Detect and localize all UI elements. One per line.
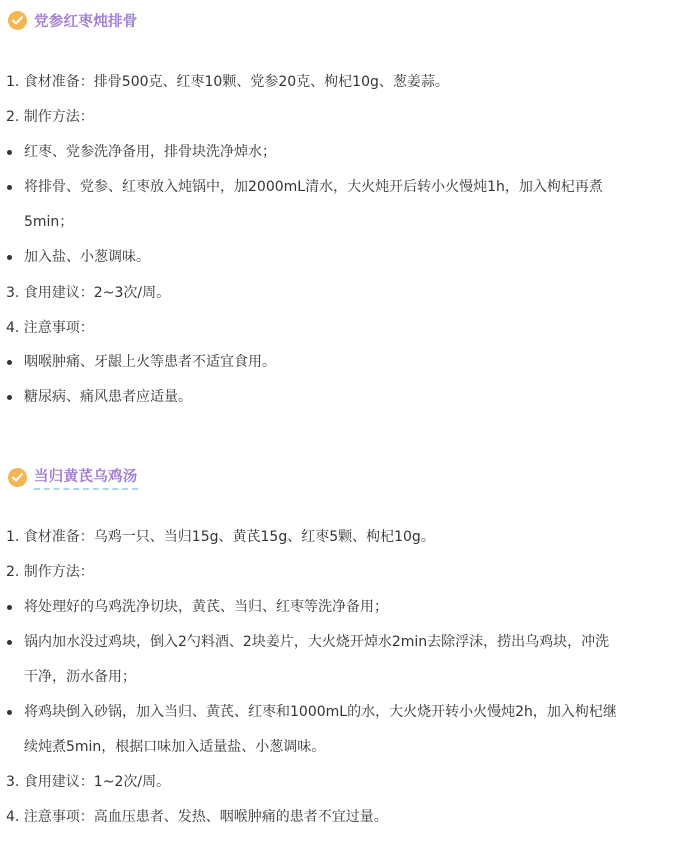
method-step: 加入盐、小葱调味。: [24, 247, 678, 267]
precaution-item: 咽喉肿痛、牙龈上火等患者不适宜食用。: [24, 352, 678, 372]
ingredients-line: 1. 食材准备：排骨500克、红枣10颗、党参20克、枸杞10g、葱姜蒜。: [6, 74, 449, 90]
ingredients-line: 1. 食材准备：乌鸡一只、当归15g、黄芪15g、红枣5颗、枸杞10g。: [6, 529, 435, 545]
method-step-continued: 5min；: [24, 214, 74, 230]
check-circle-icon: [8, 11, 27, 30]
recipe-title-row: [8, 8, 138, 32]
method-step: 锅内加水没过鸡块，倒入2勺料酒、2块姜片，大火烧开焯水2min去除浮沫，捞出乌鸡块，冲洗: [24, 632, 678, 652]
method-step: 红枣、党参洗净备用，排骨块洗净焯水；: [24, 142, 678, 162]
method-step: 将处理好的乌鸡洗净切块，黄芪、当归、红枣等洗净备用；: [24, 597, 678, 617]
recipe-title-row: [8, 465, 138, 489]
method-heading: 2. 制作方法：: [6, 109, 94, 125]
method-heading: 2. 制作方法：: [6, 564, 94, 580]
serving-suggestion: 3. 食用建议：1~2次/周。: [6, 774, 171, 790]
method-step-continued: 干净，沥水备用；: [24, 669, 136, 685]
recipe-title: 党参红枣炖排骨: [34, 13, 138, 30]
recipe-title: 当归黄芪乌鸡汤: [34, 465, 138, 490]
method-step: 将鸡块倒入砂锅，加入当归、黄芪、红枣和1000mL的水，大火烧开转小火慢炖2h，加入枸杞继: [24, 702, 678, 722]
precautions-line: 4. 注意事项：高血压患者、发热、咽喉肿痛的患者不宜过量。: [6, 809, 388, 825]
precautions-heading: 4. 注意事项：: [6, 320, 94, 336]
method-step-continued: 续炖煮5min，根据口味加入适量盐、小葱调味。: [24, 739, 326, 755]
serving-suggestion: 3. 食用建议：2~3次/周。: [6, 285, 171, 301]
check-circle-icon: [8, 468, 27, 487]
precaution-item: 糖尿病、痛风患者应适量。: [24, 387, 678, 407]
method-step: 将排骨、党参、红枣放入炖锅中，加2000mL清水，大火炖开后转小火慢炖1h，加入枸杞再煮: [24, 177, 678, 197]
